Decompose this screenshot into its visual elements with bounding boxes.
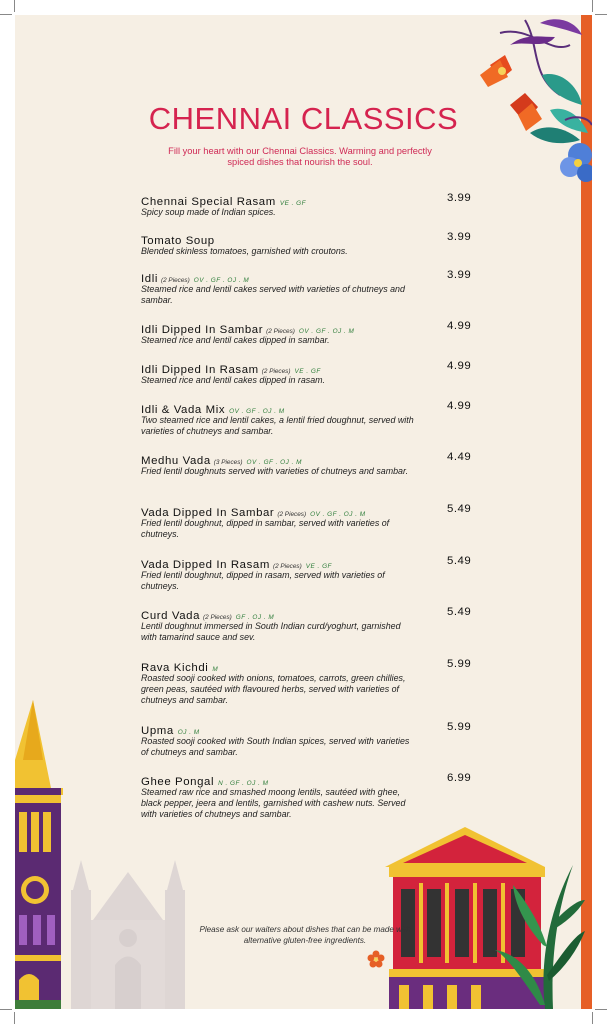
item-description: Fried lentil doughnuts served with varieties of chutneys and sambar. (141, 466, 409, 476)
menu-item (141, 269, 481, 306)
item-price: 4.99 (447, 360, 472, 372)
item-description: Spicy soup made of Indian spices. (141, 207, 276, 217)
item-name: Ghee Pongal (141, 776, 215, 788)
item-price: 4.99 (447, 320, 472, 332)
clock-tower-icon (15, 700, 63, 1009)
crop-mark (0, 1009, 12, 1010)
item-tags: VE . GF (305, 563, 332, 570)
item-price: 3.99 (447, 192, 472, 204)
item-description: Steamed raw rice and smashed moong lentils, sautéed with ghee, black pepper, jeera and lentils, garnished with cashew nuts. Served with varieties of chutneys and sambar. (141, 787, 406, 820)
item-name: Idli (141, 273, 158, 285)
item-pieces: (3 Pieces) (213, 459, 243, 466)
item-tags: M (212, 666, 219, 673)
item-name: Upma (141, 725, 174, 737)
menu-item (141, 360, 481, 386)
item-pieces: (2 Pieces) (277, 511, 307, 518)
menu-item (141, 555, 481, 592)
item-tags: OV . GF . OJ . M (229, 408, 285, 415)
menu-item (141, 772, 481, 821)
item-tags: OJ . M (177, 729, 200, 736)
item-price: 6.99 (447, 772, 472, 784)
item-pieces: (2 Pieces) (272, 563, 302, 570)
item-price: 5.99 (447, 658, 472, 670)
item-tags: VE . GF (279, 200, 307, 207)
church-watermark-icon (63, 860, 193, 1009)
menu-item (141, 192, 481, 218)
menu-item (141, 320, 481, 346)
item-price: 5.49 (447, 555, 472, 567)
item-pieces: (2 Pieces) (203, 614, 232, 621)
item-price: 3.99 (447, 269, 472, 281)
item-name: Tomato Soup (141, 235, 215, 247)
item-pieces: (2 Pieces) (160, 277, 190, 284)
item-price: 4.49 (447, 451, 472, 463)
item-description: Fried lentil doughnut, dipped in rasam, served with varieties of chutneys. (141, 570, 385, 592)
item-description: Steamed rice and lentil cakes dipped in rasam. (141, 375, 326, 385)
item-tags: OV . GF . OJ . M (310, 511, 366, 518)
item-price: 5.49 (447, 503, 472, 515)
item-description: Lentil doughnut immersed in South Indian curd/yoghurt, garnished with tamarind sauce and sev. (141, 621, 401, 643)
item-description: Roasted sooji cooked with onions, tomatoes, carrots, green chillies, green peas, sautéed with flavoured herbs, served with varieties of chutneys and sambar. (141, 673, 406, 706)
menu-item (141, 231, 481, 257)
menu-page (15, 15, 592, 1009)
item-tags: OV . GF . OJ . M (298, 328, 355, 335)
item-description: Steamed rice and lentil cakes served with varieties of chutneys and sambar. (141, 284, 405, 306)
menu-item (141, 658, 481, 707)
item-name: Curd Vada (141, 610, 201, 622)
item-price: 3.99 (447, 231, 472, 243)
menu-item (141, 721, 481, 758)
item-name: Vada Dipped In Sambar (141, 507, 275, 519)
item-tags: OV . GF . OJ . M (193, 277, 250, 284)
menu-item (141, 606, 481, 643)
item-price: 5.49 (447, 606, 472, 618)
page-subtitle: Fill your heart with our Chennai Classics. Warming and perfectly spiced dishes that nourish the soul. (168, 146, 432, 167)
crop-mark (0, 14, 12, 15)
leaf-decoration-icon (485, 855, 585, 1009)
menu-item (141, 400, 481, 437)
crop-mark (592, 0, 593, 12)
item-description: Fried lentil doughnut, dipped in sambar, served with varieties of chutneys. (141, 518, 390, 540)
item-name: Medhu Vada (141, 455, 211, 467)
item-price: 5.99 (447, 721, 472, 733)
item-description: Two steamed rice and lentil cakes, a lentil fried doughnut, served with varieties of chutneys and sambar. (141, 415, 414, 437)
item-description: Blended skinless tomatoes, garnished with croutons. (141, 246, 348, 256)
item-tags: VE . GF (294, 368, 321, 375)
crop-mark (14, 1012, 15, 1024)
flower-icon (367, 950, 385, 968)
crop-mark (595, 1009, 607, 1010)
page-title: CHENNAI CLASSICS (148, 101, 459, 136)
item-name: Idli Dipped In Rasam (141, 364, 259, 376)
item-tags: N . GF . OJ . M (218, 780, 269, 787)
item-name: Chennai Special Rasam (141, 196, 276, 208)
crop-mark (592, 1012, 593, 1024)
item-description: Roasted sooji cooked with South Indian spices, served with varieties of chutneys and sambar. (141, 736, 410, 758)
menu-item (141, 503, 481, 540)
gluten-free-note: Please ask our waiters about dishes that can be made with alternative gluten-free ingredients. (199, 925, 411, 945)
item-tags: OV . GF . OJ . M (246, 459, 302, 466)
item-price: 4.99 (447, 400, 472, 412)
item-pieces: (2 Pieces) (261, 368, 291, 375)
item-name: Vada Dipped In Rasam (141, 559, 270, 571)
item-name: Idli Dipped In Sambar (141, 324, 264, 336)
crop-mark (595, 14, 607, 15)
item-description: Steamed rice and lentil cakes dipped in sambar. (141, 335, 330, 345)
item-name: Rava Kichdi (141, 662, 209, 674)
crop-mark (14, 0, 15, 12)
item-name: Idli & Vada Mix (141, 404, 226, 416)
item-pieces: (2 Pieces) (266, 328, 295, 335)
menu-item (141, 451, 481, 477)
item-tags: GF . OJ . M (235, 614, 275, 621)
